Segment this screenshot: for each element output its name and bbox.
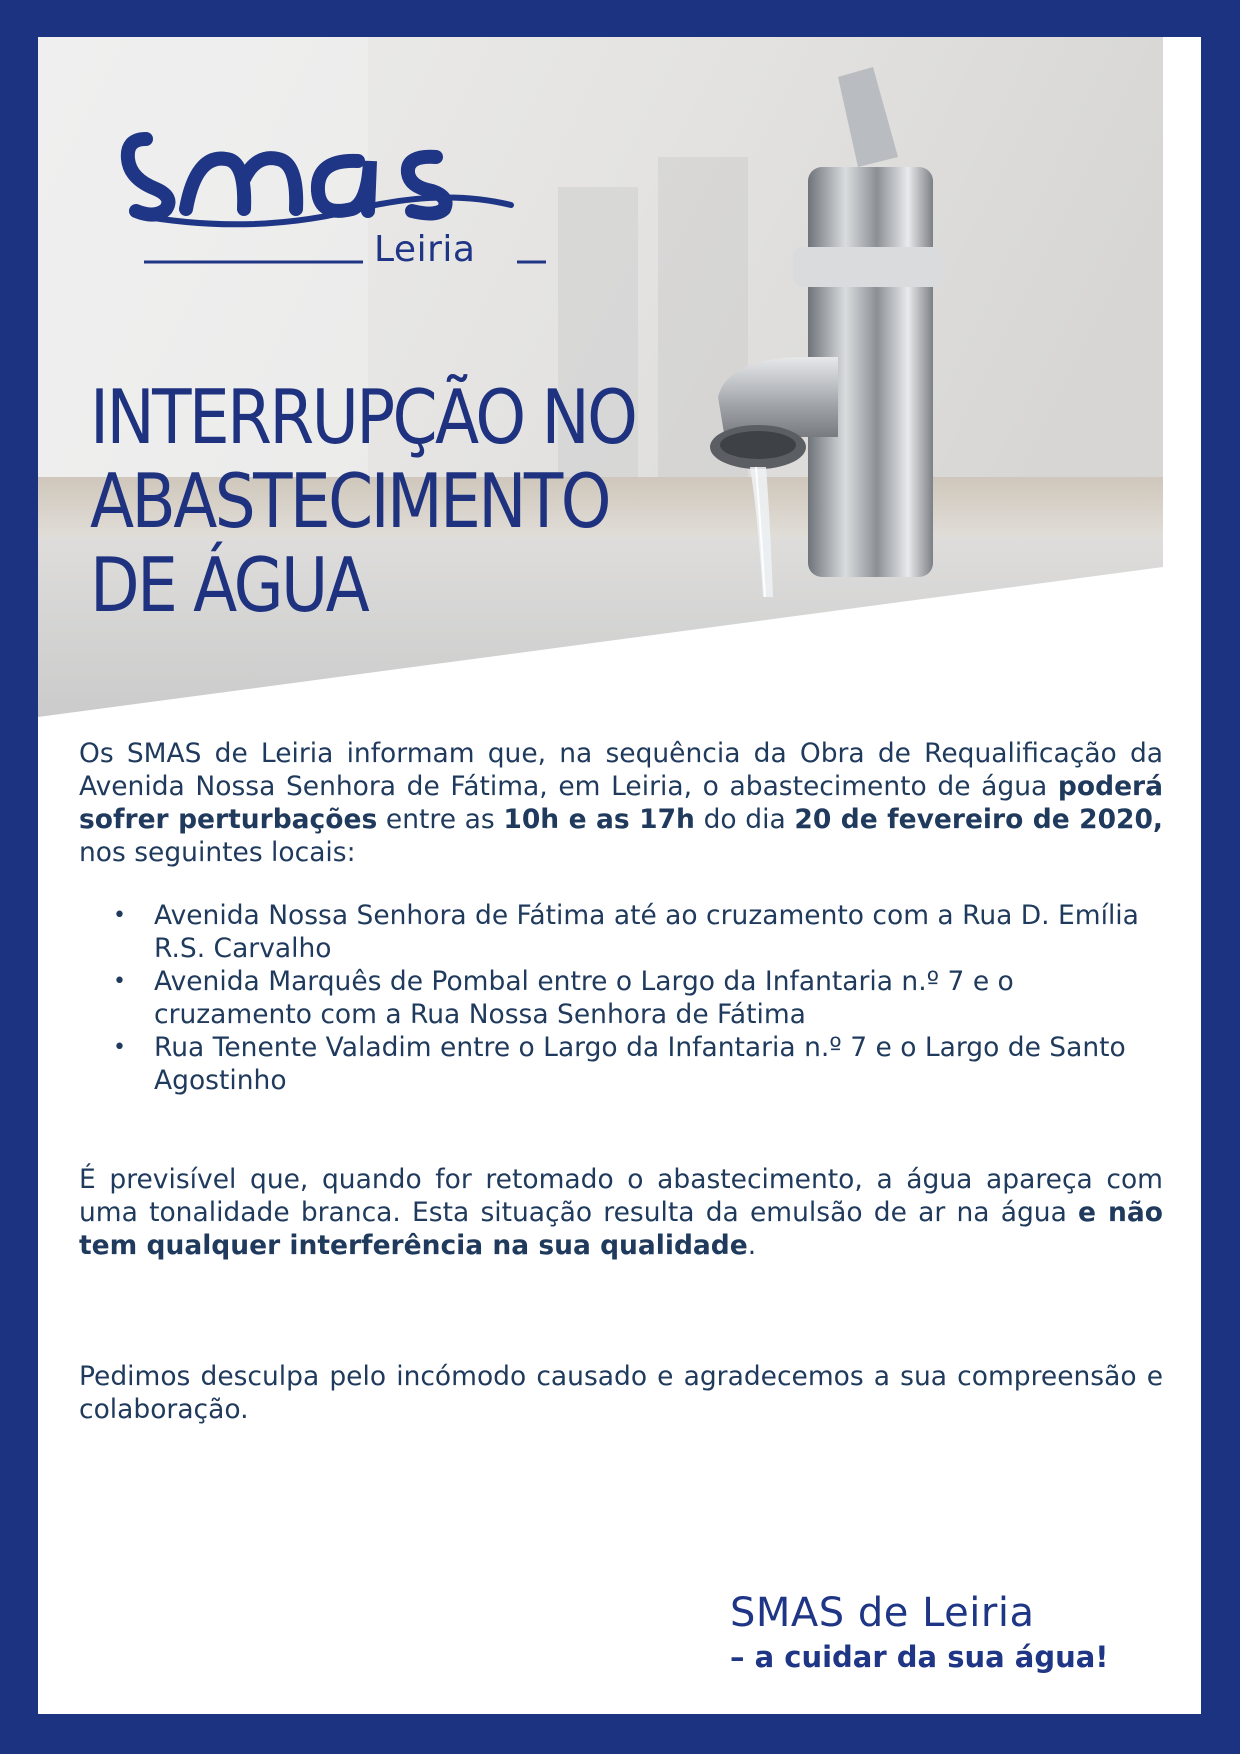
signature-block (730, 1589, 1109, 1677)
list-item (79, 899, 1163, 965)
list-item (79, 1031, 1163, 1097)
logo-subtitle: Leiria (374, 229, 476, 270)
intro-text-3: do dia (694, 804, 795, 835)
notice-body (79, 737, 1163, 1426)
water-quality-paragraph (79, 1163, 1163, 1262)
intro-text-4: nos seguintes locais: (79, 837, 356, 868)
headline-line-1: INTERRUPÇÃO NO (90, 373, 636, 461)
location-text: Rua Tenente Valadim entre o Largo da Infantaria n.º 7 e o Largo de Santo Agostinho (154, 1032, 1126, 1096)
apology-paragraph: Pedimos desculpa pelo incómodo causado e agradecemos a sua compreensão e colaboração. (79, 1361, 1163, 1425)
intro-paragraph (79, 737, 1163, 869)
note-bold-quality: e não tem qualquer interferência na sua qualidade (79, 1197, 1163, 1261)
bullet-icon: • (113, 1035, 126, 1060)
smas-wordmark (106, 99, 546, 279)
smas-logo (106, 99, 546, 279)
intro-text-1: Os SMAS de Leiria informam que, na sequência da Obra de Requalificação da Avenida Nossa Senhora de Fátima, em Leiria, o abastecimento de água (79, 738, 1163, 802)
intro-bold-hours: 10h e as 17h (503, 804, 695, 835)
poster-sheet (38, 37, 1201, 1714)
location-text: Avenida Nossa Senhora de Fátima até ao cruzamento com a Rua D. Emília R.S. Carvalho (154, 900, 1139, 964)
signature-name: SMAS de Leiria (730, 1590, 1035, 1636)
note-text-1: É previsível que, quando for retomado o abastecimento, a água apareça com uma tonalidade branca. Esta situação resulta da emulsão de ar na água (79, 1164, 1163, 1228)
note-text-2: . (747, 1230, 757, 1261)
signature-slogan: – a cuidar da sua água! (730, 1640, 1109, 1674)
intro-text-2: entre as (377, 804, 504, 835)
affected-locations-list (79, 899, 1163, 1097)
intro-bold-date: 20 de fevereiro de 2020, (794, 804, 1163, 835)
bullet-icon: • (113, 903, 126, 928)
headline-line-2: ABASTECIMENTO (90, 457, 609, 545)
list-item (79, 965, 1163, 1031)
intro-bold-disruption: poderá sofrer perturbações (79, 771, 1163, 835)
headline-line-3: DE ÁGUA (90, 541, 368, 629)
bullet-icon: • (113, 969, 126, 994)
notice-headline (90, 375, 635, 627)
location-text: Avenida Marquês de Pombal entre o Largo da Infantaria n.º 7 e o cruzamento com a Rua Nossa Senhora de Fátima (154, 966, 1014, 1030)
